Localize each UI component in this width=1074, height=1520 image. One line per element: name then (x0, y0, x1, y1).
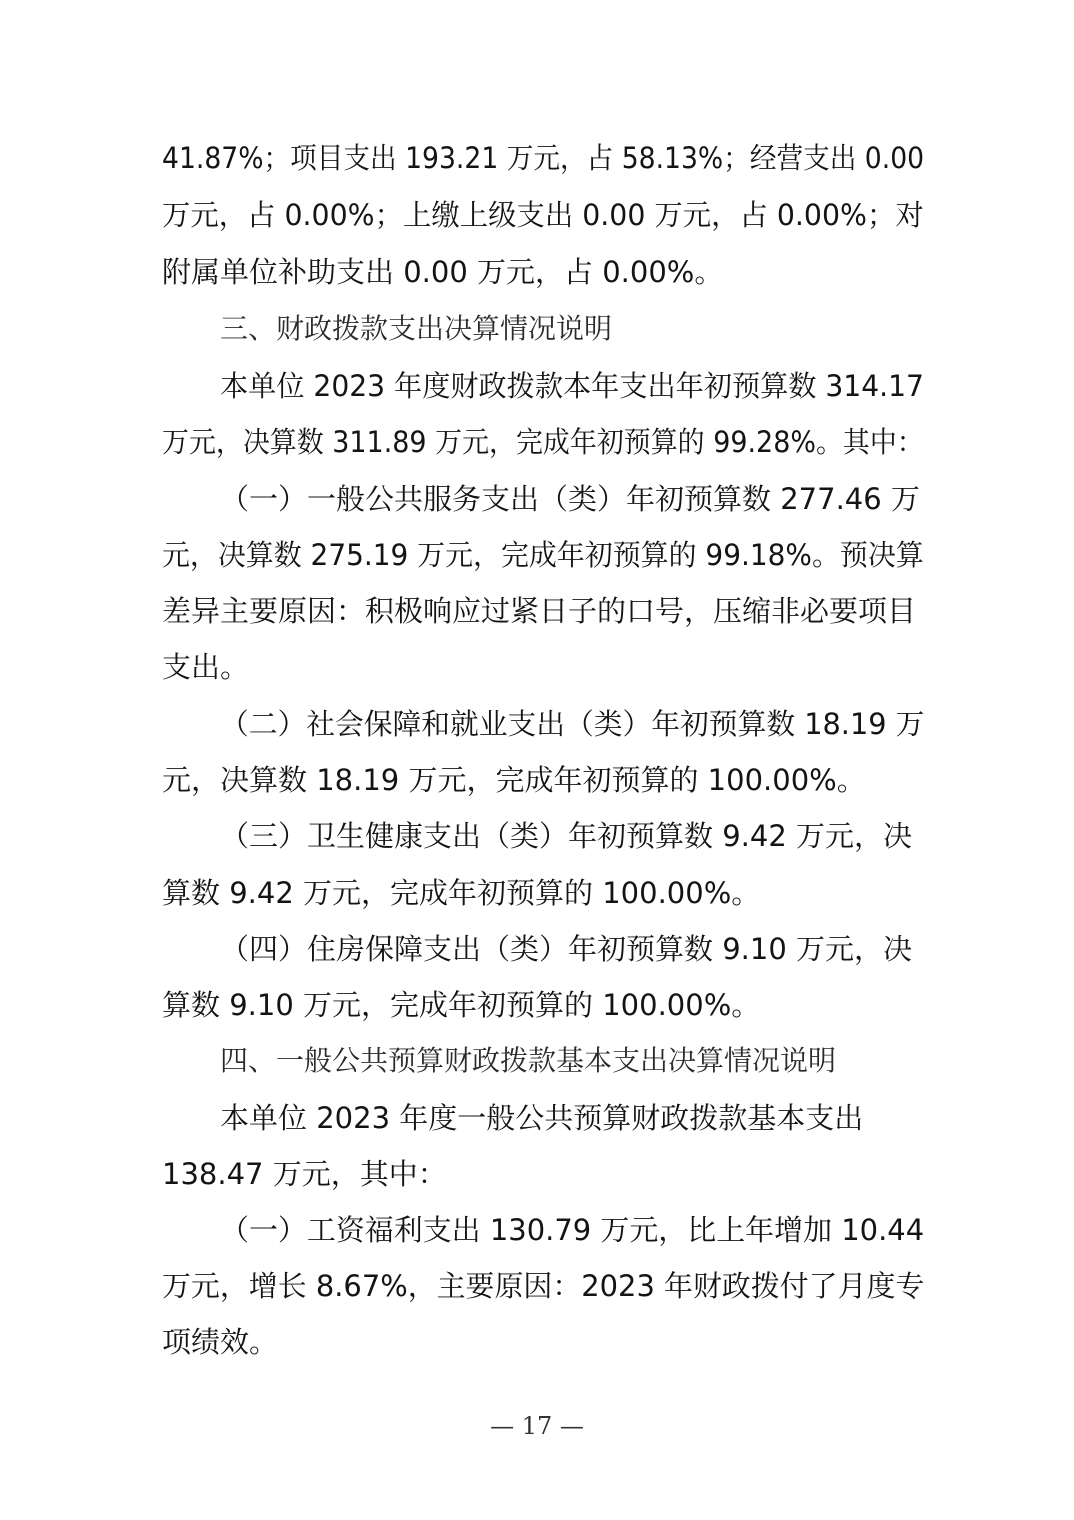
body-text-line: 万元，增长 8.67%，主要原因：2023 年财政拨付了月度专 (162, 1269, 925, 1303)
body-text-line: 元，决算数 18.19 万元，完成年初预算的 100.00%。 (162, 763, 866, 797)
section-heading-4: 四、一般公共预算财政拨款基本支出决算情况说明 (220, 1044, 837, 1077)
body-text-line: 万元，占 0.00%；上缴上级支出 0.00 万元，占 0.00%；对 (162, 198, 924, 232)
body-text-line: 41.87%；项目支出 193.21 万元，占 58.13%；经营支出 0.00 (162, 141, 925, 175)
body-text-line: （一）一般公共服务支出（类）年初预算数 277.46 万 (220, 482, 920, 516)
body-text-line: （一）工资福利支出 130.79 万元，比上年增加 10.44 (220, 1213, 925, 1247)
body-text-line: 差异主要原因：积极响应过紧日子的口号，压缩非必要项目 (162, 594, 917, 628)
section-heading-3: 三、财政拨款支出决算情况说明 (220, 312, 613, 345)
body-text-line: （二）社会保障和就业支出（类）年初预算数 18.19 万 (220, 707, 925, 741)
body-text-line: 算数 9.42 万元，完成年初预算的 100.00%。 (162, 876, 761, 910)
body-text-line: 万元，决算数 311.89 万元，完成年初预算的 99.28%。其中： (162, 425, 924, 459)
body-text-line: 附属单位补助支出 0.00 万元，占 0.00%。 (162, 255, 724, 289)
body-text-line: 算数 9.10 万元，完成年初预算的 100.00%。 (162, 988, 761, 1022)
body-text-line: 项绩效。 (162, 1325, 279, 1359)
body-text-line: （三）卫生健康支出（类）年初预算数 9.42 万元，决 (220, 819, 913, 853)
body-text-line: 本单位 2023 年度财政拨款本年支出年初预算数 314.17 (220, 369, 924, 403)
body-text-line: 支出。 (162, 650, 250, 684)
page-number: — 17 — (490, 1412, 584, 1440)
body-text-line: 本单位 2023 年度一般公共预算财政拨款基本支出 (220, 1101, 864, 1135)
body-text-line: 138.47 万元，其中： (162, 1157, 447, 1191)
body-text-line: （四）住房保障支出（类）年初预算数 9.10 万元，决 (220, 932, 913, 966)
body-text-line: 元，决算数 275.19 万元，完成年初预算的 99.18%。预决算 (162, 538, 924, 572)
